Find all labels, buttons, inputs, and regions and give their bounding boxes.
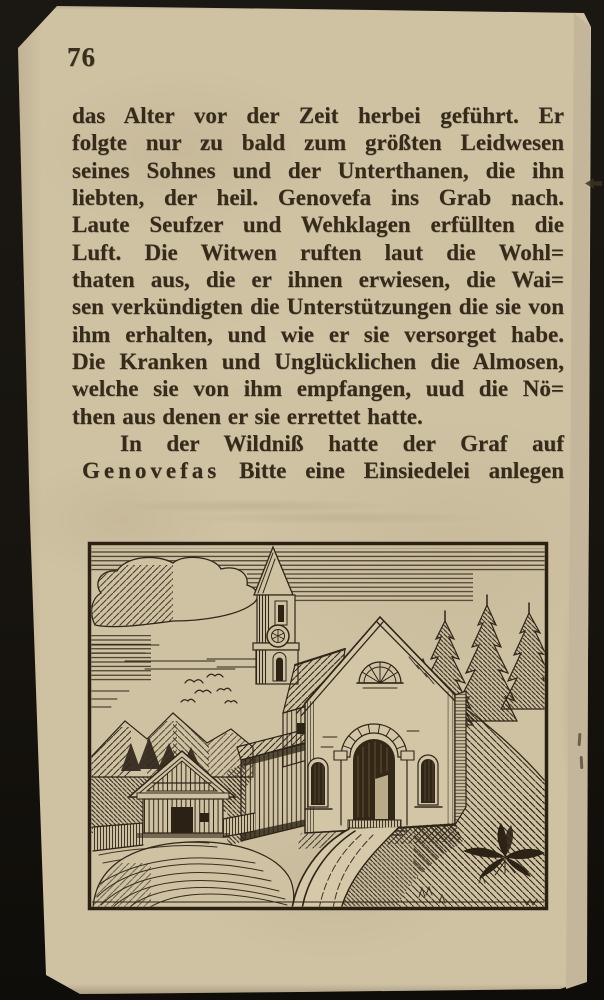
text-line: das Alter vor der Zeit herbei geführt. Er xyxy=(72,103,564,128)
text-line: welche sie von ihm empfangen, uud die Nö= xyxy=(72,376,564,402)
text-line: ihm erhalten, und wie er sie versorget habe. xyxy=(72,321,564,347)
text-line xyxy=(72,457,564,484)
text-line: then aus denen er sie errettet hatte. xyxy=(72,403,423,429)
emphasized-word: Genovefas xyxy=(82,458,221,484)
text-line-rest: Bitte eine Einsiedelei anlegen xyxy=(239,458,565,484)
arched-window-right xyxy=(415,755,442,807)
text-line: seines Sohnes und der Unterthanen, die ihn xyxy=(72,157,564,183)
body-text xyxy=(72,102,564,485)
woodcut-illustration xyxy=(87,541,549,911)
text-line: Laute Seufzer und Wehklagen erfüllten die xyxy=(72,212,564,238)
text-line: liebten, der heil. Genovefa ins Grab nach. xyxy=(72,185,564,211)
arched-window-left xyxy=(305,758,332,809)
text-line: Die Kranken und Unglücklichen die Almosen, xyxy=(72,349,564,375)
text-line: sen verkündigten die Unterstützungen die sie von xyxy=(72,294,564,320)
text-line: In der Wildniß hatte der Graf auf xyxy=(120,431,564,457)
page-number: 76 xyxy=(67,42,96,72)
side-wall xyxy=(455,691,466,825)
text-line: thaten aus, die er ihnen erwiesen, die Wai= xyxy=(72,267,564,293)
text-line: Luft. Die Witwen ruften laut die Wohl= xyxy=(72,239,564,265)
birds xyxy=(181,674,237,703)
text-line: folgte nur zu bald zum größten Leidwesen xyxy=(72,130,564,156)
